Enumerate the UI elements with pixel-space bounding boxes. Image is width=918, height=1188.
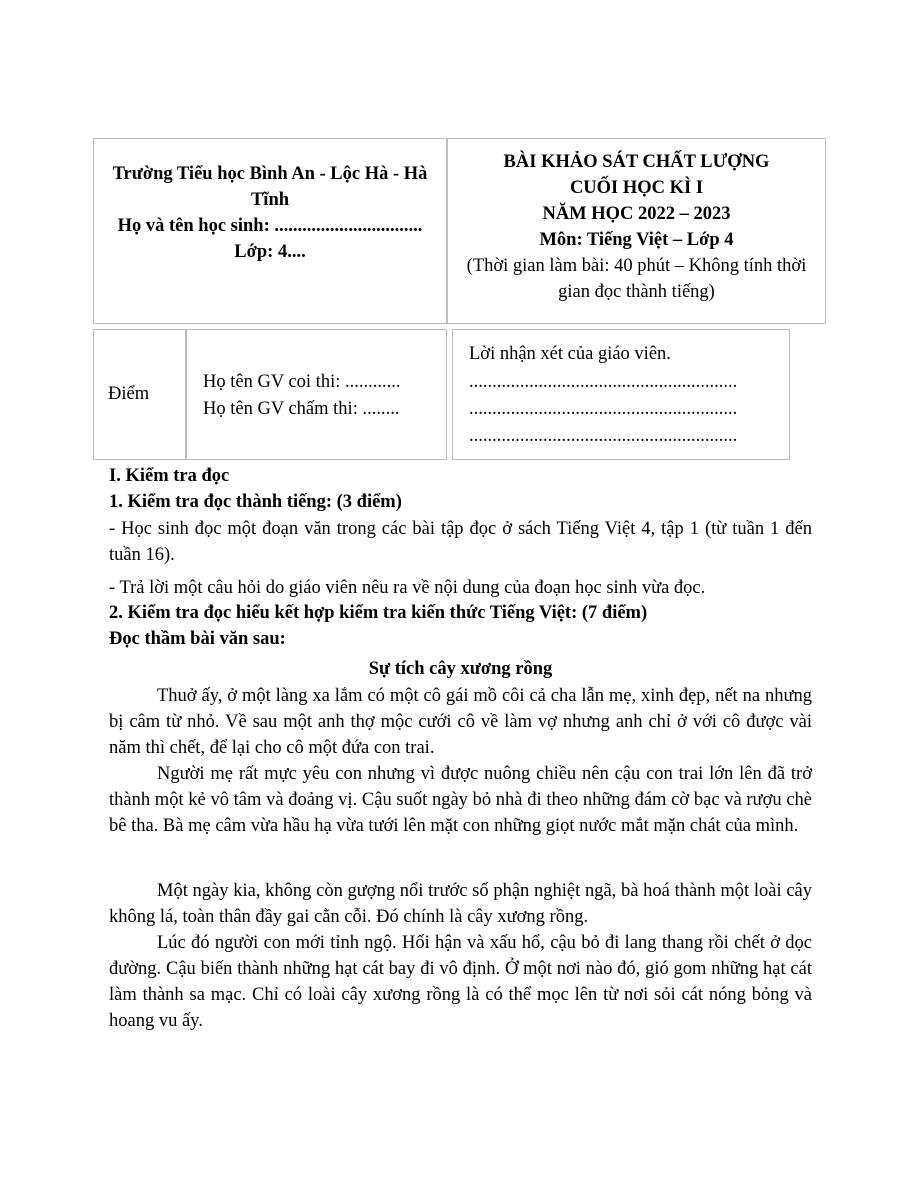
part-1-item-1: - Học sinh đọc một đoạn văn trong các bài tập đọc ở sách Tiếng Việt 4, tập 1 (từ tuần 1 đến tuần 16).	[109, 519, 812, 565]
comment-line: ..........................................................	[469, 399, 738, 419]
part-2-heading: 2. Kiểm tra đọc hiểu kết hợp kiểm tra kiến thức Tiếng Việt: (7 điểm)	[109, 603, 648, 623]
part-1-heading: 1. Kiểm tra đọc thành tiếng: (3 điểm)	[109, 492, 402, 512]
exam-title-line-1: BÀI KHẢO SÁT CHẤT LƯỢNG	[503, 152, 770, 172]
school-name: Trường Tiểu học Bình An - Lộc Hà - Hà Tĩnh	[112, 164, 428, 210]
score-label: Điểm	[108, 384, 150, 404]
reading-instruction: Đọc thầm bài văn sau:	[109, 629, 286, 649]
exam-info-cell	[447, 138, 826, 324]
student-name-field: Họ và tên học sinh: ................................	[117, 216, 423, 236]
story-paragraph: Một ngày kia, không còn gượng nổi trước số phận nghiệt ngã, bà hoá thành một loài cây không lá, toàn thân đầy gai cằn cỗi. Đó chính là cây xương rồng.	[109, 881, 812, 927]
grader-field: Họ tên GV chấm thi: ........	[203, 399, 400, 419]
subject: Môn: Tiếng Việt – Lớp 4	[539, 230, 734, 250]
story-paragraph: Thuở ấy, ở một làng xa lắm có một cô gái mồ côi cả cha lẫn mẹ, xinh đẹp, nết na nhưng bị câm từ nhỏ. Về sau một anh thợ mộc cưới cô về làm vợ nhưng anh chỉ ở với cô được vài năm thì chết, để lại cho cô một đứa con trai.	[109, 686, 812, 758]
story-paragraph: Lúc đó người con mới tỉnh ngộ. Hối hận và xấu hổ, cậu bỏ đi lang thang rồi chết ở dọc đường. Cậu biến thành những hạt cát bay đi vô định. Ở một nơi nào đó, gió gom những hạt cát làm thành sa mạc. Chỉ có loài cây xương rồng là có thể mọc lên từ nơi sỏi cát nóng bỏng và hoang vu ấy.	[109, 933, 812, 1031]
story-paragraph: Người mẹ rất mực yêu con nhưng vì được nuông chiều nên cậu con trai lớn lên đã trở thành một kẻ vô tâm và đoảng vị. Cậu suốt ngày bỏ nhà đi theo những đám cờ bạc và rượu chè bê tha. Bà mẹ câm vừa hầu hạ vừa tưới lên mặt con những giọt nước mắt mặn chát của mình.	[109, 764, 812, 836]
section-heading: I. Kiểm tra đọc	[109, 466, 230, 486]
school-info-cell	[93, 138, 447, 324]
school-info	[104, 161, 436, 265]
exam-title-line-2: CUỐI HỌC KÌ I	[569, 178, 704, 198]
comment-cell	[452, 329, 790, 460]
part-1-item-2: - Trả lời một câu hỏi do giáo viên nêu ra về nội dung của đoạn học sinh vừa đọc.	[109, 578, 706, 598]
score-cell	[93, 329, 186, 460]
class-field: Lớp: 4....	[234, 242, 306, 262]
comment-line: ..........................................................	[469, 426, 738, 446]
exam-info	[456, 149, 817, 305]
proctor-field: Họ tên GV coi thi: ............	[203, 372, 401, 392]
comment-line: ..........................................................	[469, 372, 738, 392]
time-note: (Thời gian làm bài: 40 phút – Không tính thời gian đọc thành tiếng)	[466, 256, 807, 302]
school-year: NĂM HỌC 2022 – 2023	[542, 204, 731, 224]
teacher-cell	[186, 329, 447, 460]
story-title: Sự tích cây xương rồng	[368, 659, 553, 679]
comment-label: Lời nhận xét của giáo viên.	[469, 344, 671, 364]
